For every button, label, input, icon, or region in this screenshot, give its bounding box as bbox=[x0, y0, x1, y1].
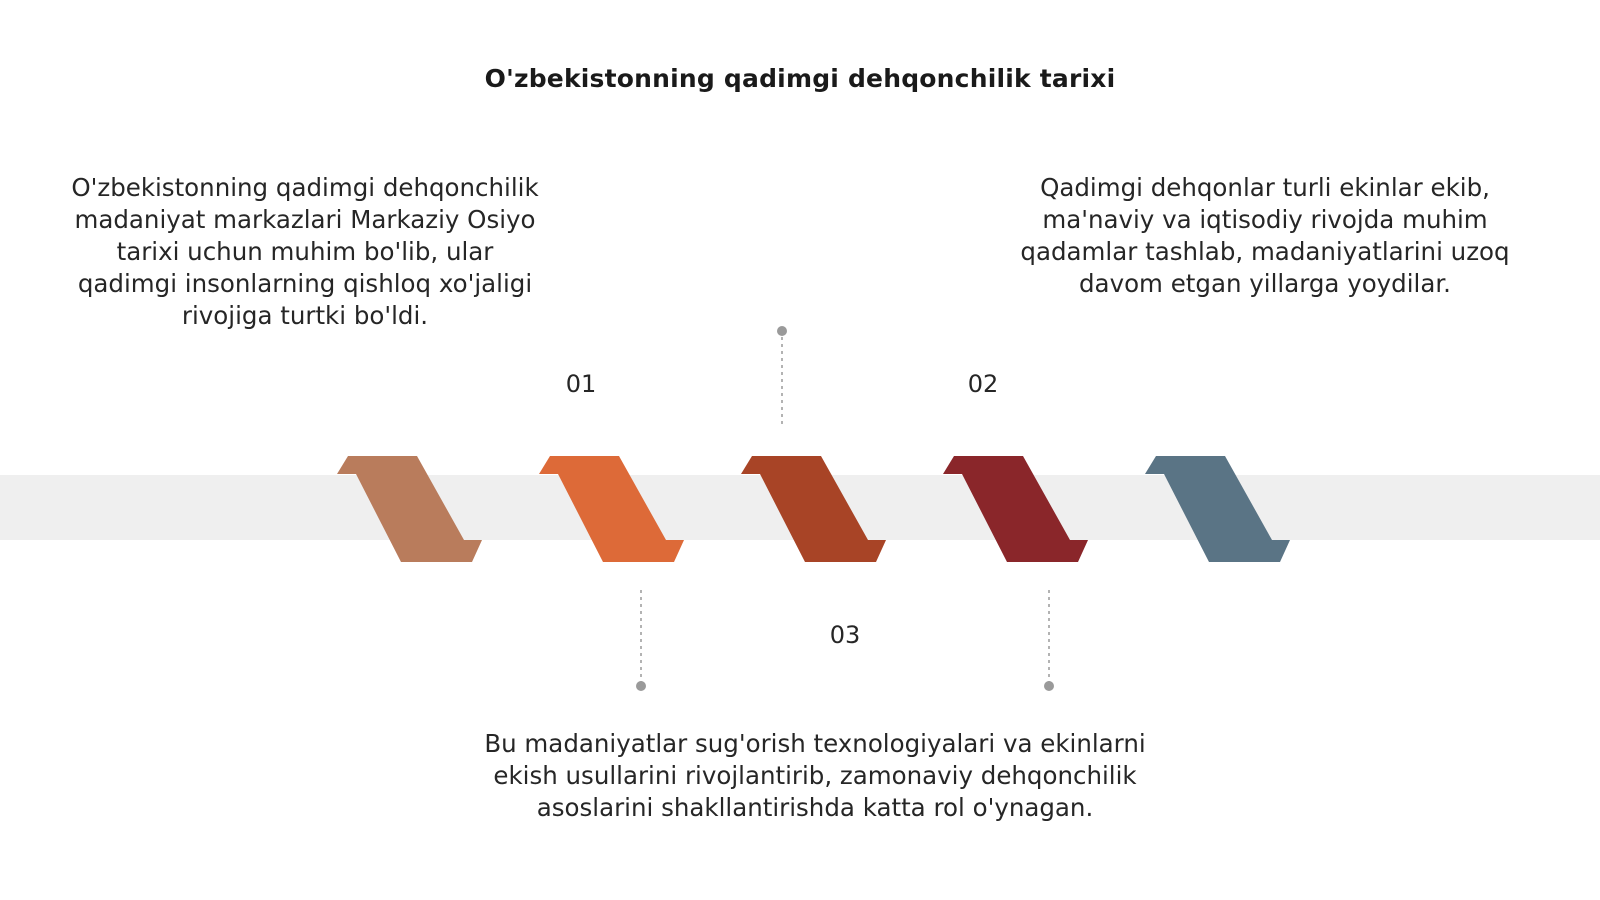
step-1-number: 01 bbox=[565, 370, 597, 398]
connector-top bbox=[777, 326, 787, 428]
step-3-description: Bu madaniyatlar sug'orish texnologiyalari va ekinlarni ekish usullarini rivojlantirib, zamonaviy dehqonchilik asoslarini shakllantirishda katta rol o'ynagan. bbox=[484, 729, 1146, 822]
connector-bottom-right bbox=[1044, 590, 1054, 691]
step-3-number: 03 bbox=[829, 621, 861, 649]
slide-title: O'zbekistonning qadimgi dehqonchilik tarixi bbox=[484, 64, 1116, 93]
chevron-5 bbox=[1145, 456, 1290, 562]
chevron-2 bbox=[539, 456, 684, 562]
connector-bottom-left bbox=[636, 590, 646, 691]
connector-top-dot bbox=[777, 326, 787, 336]
chevron-3 bbox=[741, 456, 886, 562]
step-2-number: 02 bbox=[967, 370, 999, 398]
chevron-4 bbox=[943, 456, 1088, 562]
connector-bottom-right-dot bbox=[1044, 681, 1054, 691]
step-2-description: Qadimgi dehqonlar turli ekinlar ekib, ma'naviy va iqtisodiy rivojda muhim qadamlar tashlab, madaniyatlarini uzoq davom etgan yillarga yoydilar. bbox=[1020, 173, 1510, 298]
chevron-1 bbox=[337, 456, 482, 562]
connector-bottom-left-dot bbox=[636, 681, 646, 691]
step-1-description: O'zbekistonning qadimgi dehqonchilik madaniyat markazlari Markaziy Osiyo tarixi uchun muhim bo'lib, ular qadimgi insonlarning qishloq xo'jaligi rivojiga turtki bo'ldi. bbox=[71, 173, 539, 330]
